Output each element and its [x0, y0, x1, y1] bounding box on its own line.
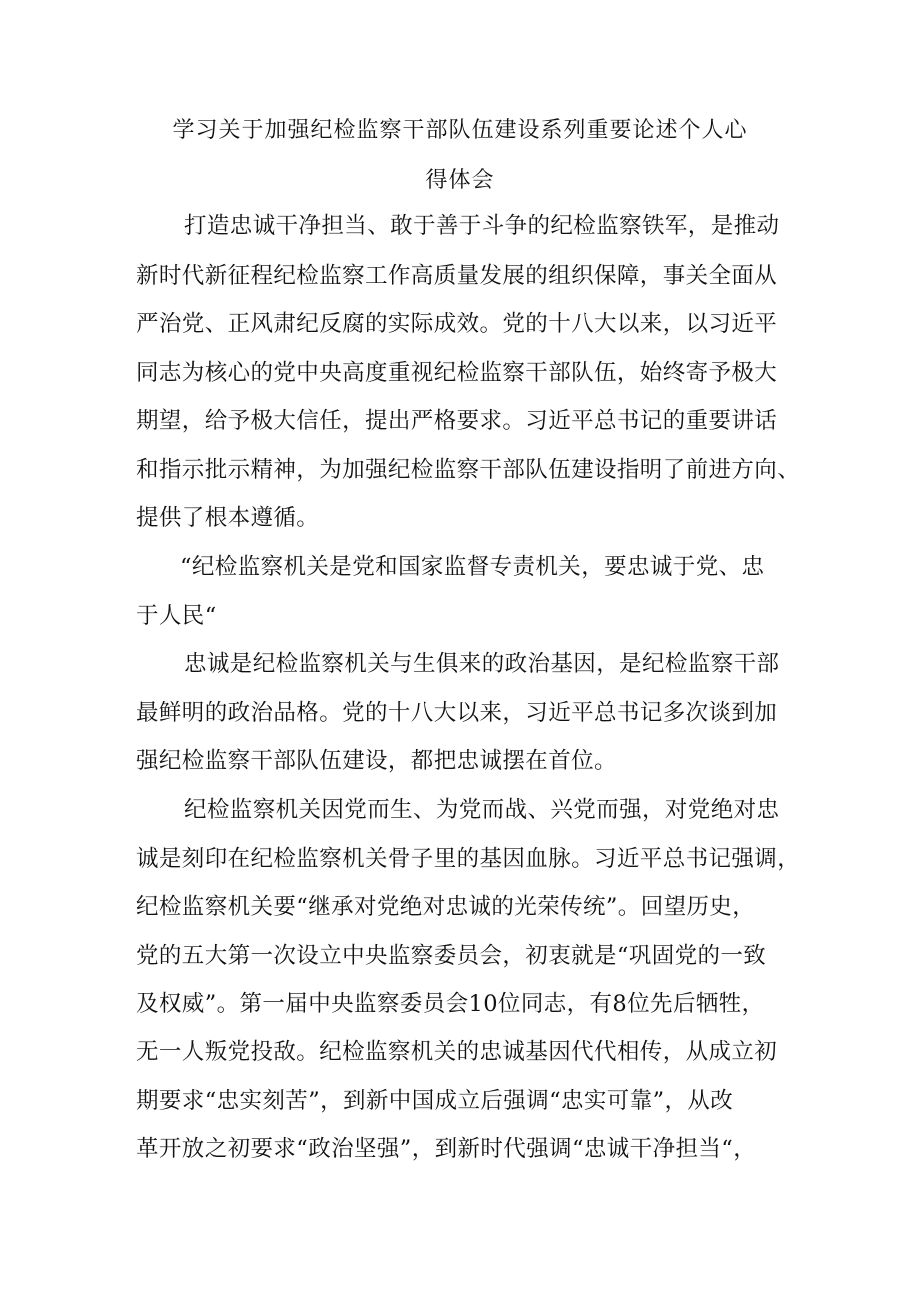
paragraph-3-line-6: 无一人叛党投敌。纪检监察机关的忠诚基因代代相传，从成立初 [136, 1039, 778, 1065]
paragraph-1-line-1: 打造忠诚干净担当、敢于善于斗争的纪检监察铁军，是推动 [184, 213, 780, 239]
paragraph-3-line-2: 诚是刻印在纪检监察机关骨子里的基因血脉。习近平总书记强调， [136, 846, 801, 872]
paragraph-2-line-1: 忠诚是纪检监察机关与生俱来的政治基因，是纪检监察干部 [184, 651, 780, 677]
paragraph-3-line-5: 及权威”。第一届中央监察委员会10位同志，有8位先后牺牲， [136, 991, 765, 1017]
paragraph-3-line-7: 期要求“忠实刻苦”，到新中国成立后强调“忠实可靠”，从改 [136, 1088, 734, 1114]
paragraph-1-line-3: 严治党、正风肃纪反腐的实际成效。党的十八大以来，以习近平 [136, 311, 778, 337]
paragraph-3-line-4: 党的五大第一次设立中央监察委员会，初衷就是“巩固党的一致 [136, 943, 767, 969]
paragraph-1-line-4: 同志为核心的党中央高度重视纪检监察干部队伍，始终寄予极大 [136, 360, 778, 386]
document-title-line-1: 学习关于加强纪检监察干部队伍建设系列重要论述个人心 [172, 118, 748, 143]
paragraph-2-line-3: 强纪检监察干部队伍建设，都把忠诚摆在首位。 [136, 748, 617, 774]
paragraph-3-line-3: 纪检监察机关要“继承对党绝对忠诚的光荣传统”。回望历史， [136, 894, 756, 920]
paragraph-3-line-8: 革开放之初要求“政治坚强”，到新时代强调“忠诚干净担当“， [136, 1136, 757, 1162]
paragraph-1-line-6: 和指示批示精神，为加强纪检监察干部队伍建设指明了前进方向、 [136, 457, 801, 483]
paragraph-3-line-1: 纪检监察机关因党而生、为党而战、兴党而强，对党绝对忠 [184, 797, 780, 823]
paragraph-1-line-7: 提供了根本遵循。 [136, 505, 320, 531]
paragraph-2-line-2: 最鲜明的政治品格。党的十八大以来，习近平总书记多次谈到加 [136, 700, 778, 726]
section-heading-line-1: “纪检监察机关是党和国家监督专责机关，要忠诚于党、忠 [180, 554, 765, 580]
paragraph-1-line-2: 新时代新征程纪检监察工作高质量发展的组织保障，事关全面从 [136, 263, 778, 289]
document-title-line-2: 得体会 [425, 168, 495, 193]
paragraph-1-line-5: 期望，给予极大信任，提出严格要求。习近平总书记的重要讲话 [136, 408, 778, 434]
section-heading-line-2: 于人民“ [136, 603, 217, 629]
